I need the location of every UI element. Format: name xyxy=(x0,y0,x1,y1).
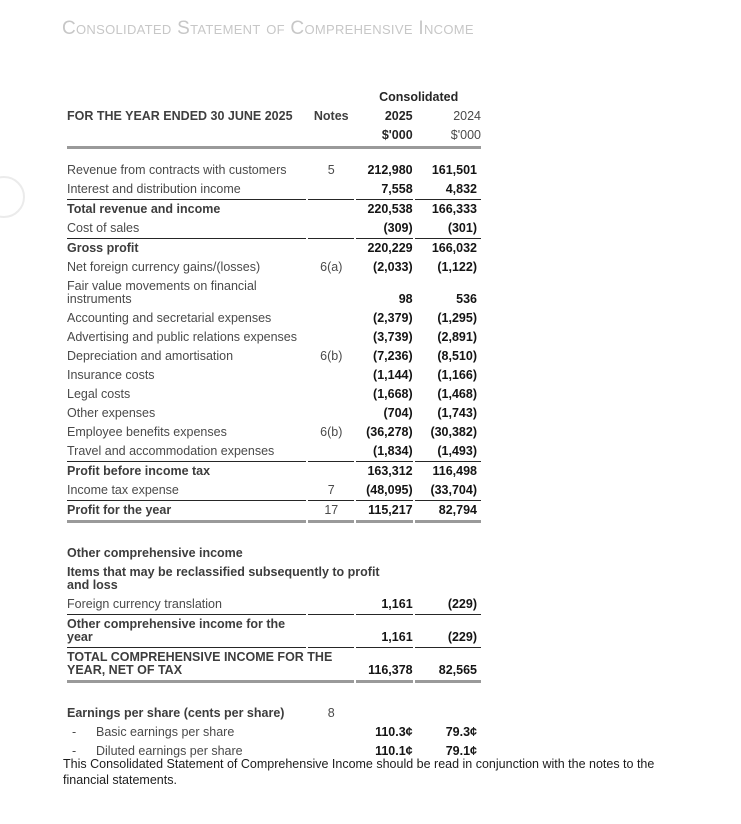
row-label xyxy=(67,563,481,595)
value-2024: 161,501 xyxy=(431,163,477,177)
value-2024: 116,498 xyxy=(432,464,477,478)
table-row xyxy=(67,544,481,563)
value-2024: (1,166) xyxy=(437,368,477,382)
table-row xyxy=(67,161,481,180)
table-row xyxy=(67,615,481,648)
row-label: Total revenue and income xyxy=(67,202,221,216)
row-label: Accounting and secretarial expenses xyxy=(67,311,272,325)
table-row xyxy=(67,595,481,615)
table-row xyxy=(67,239,481,258)
table-row xyxy=(67,723,481,742)
row-label: Other comprehensive income for the year xyxy=(67,615,306,648)
value-2025: 220,229 xyxy=(367,241,413,255)
value-2025: (1,668) xyxy=(373,387,413,401)
section-spacer-cell xyxy=(67,683,481,704)
unit-2024: $'000 xyxy=(450,128,481,142)
value-2025: (1,834) xyxy=(356,442,412,462)
row-label: TOTAL COMPREHENSIVE INCOME FOR THE YEAR, NET OF TAX xyxy=(67,648,354,683)
row-note xyxy=(308,200,354,219)
row-label: Travel and accommodation expenses xyxy=(67,442,306,462)
row-label: Employee benefits expenses xyxy=(67,425,227,439)
unit-2025: $'000 xyxy=(381,128,413,142)
value-2024: (1,468) xyxy=(437,387,477,401)
table-row xyxy=(67,442,481,462)
value-2024: (1,295) xyxy=(437,311,477,325)
row-label: Profit before income tax xyxy=(67,464,211,478)
row-label-text: Diluted earnings per share xyxy=(96,744,243,758)
row-label: Fair value movements on financial instruments xyxy=(67,279,257,306)
value-2025: (704) xyxy=(383,406,413,420)
table-row xyxy=(67,423,481,442)
value-2025: 1,161 xyxy=(356,595,412,615)
value-2024: (30,382) xyxy=(430,425,477,439)
table-row xyxy=(67,277,481,309)
value-2025: 116,378 xyxy=(356,648,412,683)
table-row xyxy=(67,462,481,481)
watermark-arc xyxy=(0,176,25,218)
section-spacer xyxy=(67,683,481,704)
row-note xyxy=(308,462,354,481)
year-2024-header: 2024 xyxy=(453,109,481,123)
row-note: 6(a) xyxy=(320,260,343,274)
section-spacer xyxy=(67,523,481,544)
comprehensive-income-table xyxy=(65,88,483,761)
value-2024: 82,565 xyxy=(415,648,481,683)
table-header xyxy=(67,88,481,161)
row-note xyxy=(308,723,354,742)
value-2024: (1,493) xyxy=(415,442,481,462)
value-2025: 212,980 xyxy=(367,163,413,177)
row-note xyxy=(308,219,354,239)
header-gap xyxy=(67,149,481,161)
row-label: Depreciation and amortisation xyxy=(67,349,234,363)
list-dash: - xyxy=(72,725,77,739)
value-2025: (7,236) xyxy=(373,349,413,363)
value-2025: (3,739) xyxy=(373,330,413,344)
statement-body xyxy=(67,161,481,761)
row-label: Revenue from contracts with customers xyxy=(67,163,287,177)
table-row xyxy=(67,200,481,219)
table-row xyxy=(67,704,481,723)
row-label: Interest and distribution income xyxy=(67,180,306,200)
value-2024: (8,510) xyxy=(437,349,477,363)
period-header: FOR THE YEAR ENDED 30 JUNE 2025 xyxy=(67,109,293,123)
column-header-row xyxy=(67,107,481,126)
footnote: This Consolidated Statement of Comprehensive Income should be read in conjunction with the notes to the financial statements. xyxy=(63,757,655,787)
row-label: Advertising and public relations expenses xyxy=(67,330,297,344)
row-note xyxy=(308,442,354,462)
notes-header: Notes xyxy=(313,109,349,123)
table-row xyxy=(67,180,481,200)
value-2025: (48,095) xyxy=(356,481,412,501)
row-label: Cost of sales xyxy=(67,219,306,239)
value-2024: (229) xyxy=(415,595,481,615)
value-2024: (33,704) xyxy=(415,481,481,501)
group-header-row xyxy=(67,88,481,107)
row-note: 7 xyxy=(308,481,354,501)
table-row xyxy=(67,481,481,501)
value-2024: 79.3¢ xyxy=(445,725,477,739)
row-label: Insurance costs xyxy=(67,368,155,382)
value-2025: 7,558 xyxy=(356,180,412,200)
table-row xyxy=(67,309,481,328)
row-note: 6(b) xyxy=(320,425,343,439)
list-dash: - xyxy=(72,744,77,758)
table-row xyxy=(67,563,481,595)
value-2024: (1,122) xyxy=(437,260,477,274)
row-note xyxy=(308,309,354,328)
value-2025: (309) xyxy=(356,219,412,239)
row-note: 5 xyxy=(327,163,335,177)
section-heading: Items that may be reclassified subsequently to profit and loss xyxy=(67,565,380,592)
row-label: Earnings per share (cents per share) xyxy=(67,706,285,720)
value-2025: (2,379) xyxy=(373,311,413,325)
row-note xyxy=(308,385,354,404)
row-label: Foreign currency translation xyxy=(67,595,306,615)
row-label: Gross profit xyxy=(67,241,139,255)
year-2025-header: 2025 xyxy=(384,109,413,123)
group-header-spacer xyxy=(67,88,354,107)
unit-spacer xyxy=(67,126,306,145)
section-spacer-cell xyxy=(67,523,481,544)
row-note xyxy=(308,277,354,309)
row-note xyxy=(308,366,354,385)
group-header: Consolidated xyxy=(379,90,459,104)
value-2025: 1,161 xyxy=(356,615,412,648)
row-label: Profit for the year xyxy=(67,501,306,523)
value-2024: 79.1¢ xyxy=(445,744,477,758)
row-note xyxy=(308,239,354,258)
table-row xyxy=(67,501,481,523)
section-heading: Other comprehensive income xyxy=(67,546,243,560)
table-row xyxy=(67,404,481,423)
row-note: 6(b) xyxy=(320,349,343,363)
row-label-text: Basic earnings per share xyxy=(96,725,235,739)
row-note xyxy=(308,595,354,615)
row-label: Income tax expense xyxy=(67,481,306,501)
row-label: Other expenses xyxy=(67,406,156,420)
value-2024: 4,832 xyxy=(415,180,481,200)
value-2024: (301) xyxy=(415,219,481,239)
value-2025: 163,312 xyxy=(367,464,413,478)
value-2024: (1,743) xyxy=(437,406,477,420)
unit-spacer xyxy=(308,126,354,145)
row-note xyxy=(308,615,354,648)
row-label: Legal costs xyxy=(67,387,131,401)
table-row xyxy=(67,366,481,385)
row-label xyxy=(67,723,306,742)
value-2025: (36,278) xyxy=(366,425,413,439)
page-title: Consolidated Statement of Comprehensive Income xyxy=(62,18,474,39)
value-2024: 82,794 xyxy=(415,501,481,523)
row-note: 17 xyxy=(308,501,354,523)
table-row xyxy=(67,258,481,277)
value-2024: (229) xyxy=(415,615,481,648)
table-row xyxy=(67,385,481,404)
value-2025: (1,144) xyxy=(373,368,413,382)
table-row xyxy=(67,347,481,366)
value-2024: 166,333 xyxy=(431,202,477,216)
value-2025 xyxy=(356,704,412,723)
unit-header-row xyxy=(67,126,481,145)
row-note xyxy=(308,328,354,347)
value-2025: 115,217 xyxy=(356,501,412,523)
row-label xyxy=(67,544,481,563)
value-2025: (2,033) xyxy=(373,260,413,274)
table-row xyxy=(67,328,481,347)
value-2024 xyxy=(415,704,481,723)
row-note xyxy=(308,180,354,200)
row-note: 8 xyxy=(327,706,335,720)
value-2024: (2,891) xyxy=(437,330,477,344)
value-2025: 98 xyxy=(398,292,413,306)
value-2024: 536 xyxy=(456,292,477,306)
value-2025: 110.3¢ xyxy=(375,725,413,739)
table-row xyxy=(67,648,481,683)
value-2025: 220,538 xyxy=(367,202,413,216)
row-note xyxy=(308,404,354,423)
value-2025: 110.1¢ xyxy=(375,744,413,758)
value-2024: 166,032 xyxy=(431,241,477,255)
table-row xyxy=(67,219,481,239)
row-label: Net foreign currency gains/(losses) xyxy=(67,260,261,274)
